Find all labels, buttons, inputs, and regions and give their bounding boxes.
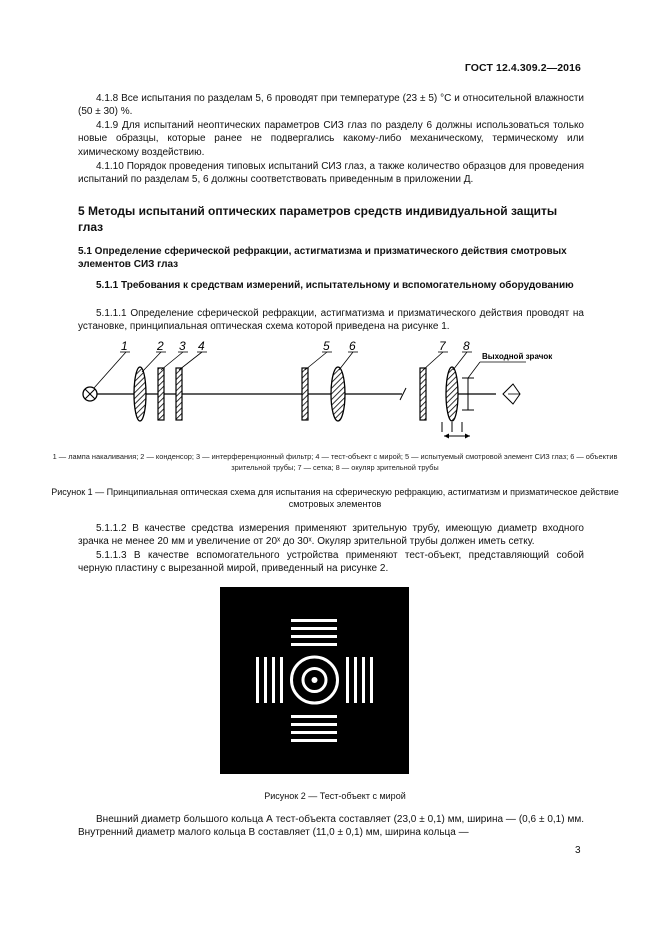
- fig1-label-5: 5: [323, 339, 330, 353]
- eyepiece-lens: [446, 367, 458, 421]
- condenser-lens: [134, 367, 146, 421]
- center-dot: [312, 677, 318, 683]
- fig1-label-3: 3: [179, 339, 186, 353]
- paragraph-final: Внешний диаметр большого кольца А тест-объекта составляет (23,0 ± 0,1) мм, ширина — (0,6 ± 0,1) мм. Внутренний диаметр малого кольца В составляет (11,0 ± 0,1) мм, ширина кольца —: [78, 814, 584, 839]
- paragraph-4-1-9: 4.1.9 Для испытаний неоптических параметров СИЗ глаз по разделу 6 должны использоваться только новые образцы, которые ранее не подвергались какому-либо механическому, термическому или химическому воздействию.: [78, 120, 584, 158]
- paragraph-5-1-1-2: 5.1.1.2 В качестве средства измерения применяют зрительную трубу, имеющую диаметр входного зрачка не менее 20 мм и увеличение от 20ˣ до 30ˣ. Окуляр зрительной трубы должен иметь сетку.: [78, 523, 584, 548]
- fig1-label-2: 2: [157, 339, 164, 353]
- test-object-plate: [176, 368, 182, 420]
- fig1-label-4: 4: [198, 339, 205, 353]
- paragraph-4-1-8: 4.1.8 Все испытания по разделам 5, 6 проводят при температуре (23 ± 5) °С и относительной влажности (50 ± 30) %.: [78, 93, 584, 118]
- fig1-label-8: 8: [463, 339, 470, 353]
- standard-header: ГОСТ 12.4.309.2—2016: [464, 62, 581, 74]
- paragraph-5-1-1-3: 5.1.1.3 В качестве вспомогательного устройства применяют тест-объект, представляющий собой черную пластину с вырезанной мирой, приведенный на рисунке 2.: [78, 550, 584, 575]
- fig1-label-7: 7: [439, 339, 446, 353]
- fig1-label-1: 1: [121, 339, 128, 353]
- paragraph-4-1-10: 4.1.10 Порядок проведения типовых испытаний СИЗ глаз, а также количество образцов для проведения испытаний по разделам 5, 6 должны соответствовать приведенным в приложении Д.: [78, 161, 584, 186]
- figure-1-caption: Рисунок 1 — Принципиальная оптическая схема для испытания на сферическую рефракцию, астигматизм и призматическое действие смотровых элементов: [51, 487, 619, 509]
- optical-scheme-figure: [70, 338, 553, 448]
- section-5-title: 5 Методы испытаний оптических параметров средств индивидуальной защиты глаз: [78, 204, 558, 234]
- section-5-1-1-title: 5.1.1 Требования к средствам измерений, испытательному и вспомогательному оборудованию: [96, 280, 574, 291]
- figure-2-caption: Рисунок 2 — Тест-объект с мирой: [264, 791, 406, 801]
- exit-pupil-label: Выходной зрачок: [482, 352, 553, 361]
- figure-1-legend: 1 — лампа накаливания; 2 — конденсор; 3 — интерференционный фильтр; 4 — тест-объект с мирой; 5 — испытуемый смотровой элемент СИЗ глаз; 6 — объектив зрительной трубы; 7 — сетка; 8 — окуляр зрительной трубы: [52, 452, 618, 472]
- tested-element: [302, 368, 308, 420]
- test-object-figure: [220, 587, 409, 774]
- page-number: 3: [575, 845, 581, 856]
- objective-lens: [331, 367, 345, 421]
- paragraph-5-1-1-1: 5.1.1.1 Определение сферической рефракции, астигматизма и призматического действия проводят на установке, принципиальная оптическая схема которой приведена на рисунке 1.: [78, 308, 584, 333]
- section-5-1-title: 5.1 Определение сферической рефракции, астигматизма и призматического действия смотровых элементов СИЗ глаз: [78, 246, 567, 271]
- eye-icon: [503, 384, 520, 404]
- fig1-label-6: 6: [349, 339, 356, 353]
- interference-filter: [158, 368, 164, 420]
- reticle: [420, 368, 426, 420]
- lamp-icon: [83, 387, 97, 401]
